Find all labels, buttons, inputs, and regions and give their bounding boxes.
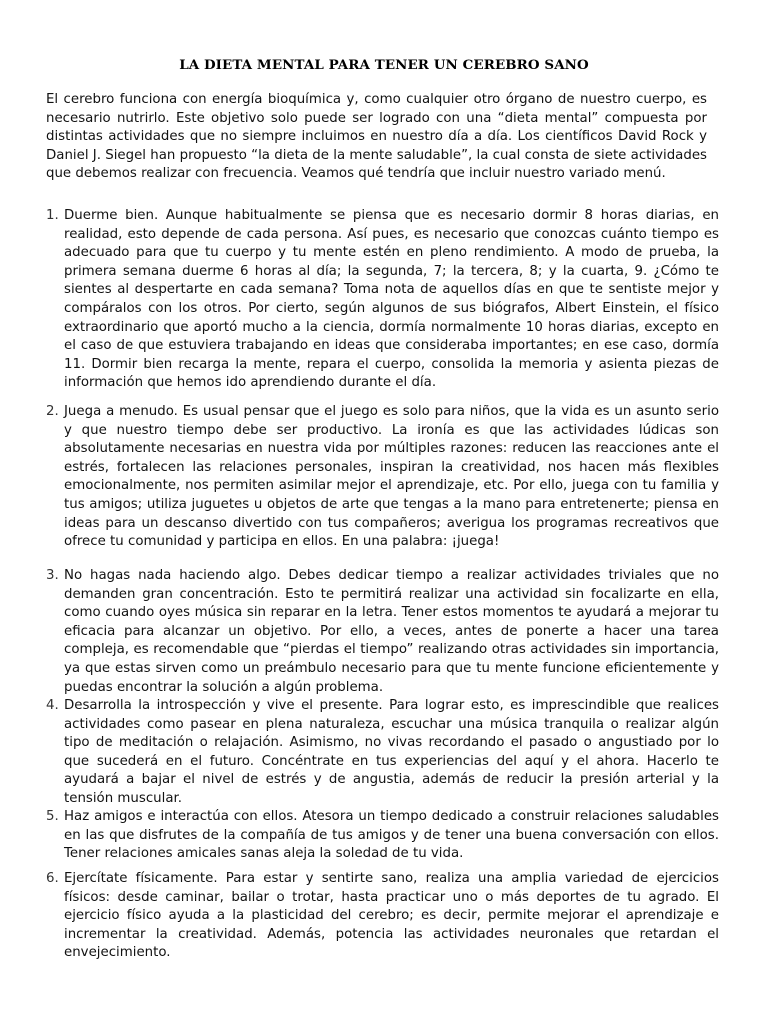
list-item-number: 2.	[46, 404, 59, 419]
list-item-text: Duerme bien. Aunque habitualmente se piensa que es necesario dormir 8 horas diarias, en realidad, esto depende de cada persona. Así pues, es necesario que conozcas cuánto tiempo es adecuado para que tu cuerpo y tu mente estén en pleno rendimiento. A modo de prueba, la primera semana duerme 6 horas al día; la segunda, 7; la tercera, 8; y la cuarta, 9. ¿Cómo te sientes al despertarte en cada semana? Toma nota de aquellos días en que te sentiste mejor y compáralos con los otros. Por cierto, según algunos de sus biógrafos, Albert Einstein, el físico extraordinario que aportó mucho a la ciencia, dormía normalmente 10 horas diarias, excepto en el caso de que estuviera trabajando en ideas que consideraba importantes; en ese caso, dormía 11. Dormir bien recarga la mente, repara el cuerpo, consolida la memoria y asienta piezas de información que hemos ido aprendiendo durante el día.	[64, 208, 719, 391]
list-item-text: No hagas nada haciendo algo. Debes dedicar tiempo a realizar actividades triviales que no demanden gran concentración. Esto te permitirá realizar una actividad sin focalizarte en ella, como cuando oyes música sin reparar en la letra. Tener estos momentos te ayudará a mejorar tu eficacia para alcanzar un objetivo. Por ello, a veces, antes de ponerte a hacer una tarea compleja, es recomendable que “pierdas el tiempo” realizando otras actividades sin importancia, ya que estas sirven como un preámbulo necesario para que tu mente funcione eficientemente y puedas encontrar la solución a algún problema.	[64, 568, 719, 695]
list-item-text: Juega a menudo. Es usual pensar que el juego es solo para niños, que la vida es un asunto serio y que nuestro tiempo debe ser productivo. La ironía es que las actividades lúdicas son absolutamente necesarias en nuestra vida por múltiples razones: reducen las reacciones ante el estrés, fortalecen las relaciones personales, inspiran la creatividad, nos hacen más flexibles emocionalmente, nos permiten asimilar mejor el aprendizaje, etc. Por ello, juega con tu familia y tus amigos; utiliza juguetes u objetos de arte que tengas a la mano para entretenerte; piensa en ideas para un descanso divertido con tus compañeros; averigua los programas recreativos que ofrece tu comunidad y participa en ellos. En una palabra: ¡juega!	[64, 404, 719, 550]
list-item-text: Haz amigos e interactúa con ellos. Atesora un tiempo dedicado a construir relaciones saludables en las que disfrutes de la compañía de tus amigos y de tener una buena conversación con ellos. Tener relaciones amicales sanas aleja la soledad de tu vida.	[64, 809, 719, 862]
list-item-number: 4.	[46, 698, 59, 713]
list-item-number: 3.	[46, 568, 59, 583]
list-item-text: Ejercítate físicamente. Para estar y sentirte sano, realiza una amplia variedad de ejercicios físicos: desde caminar, bailar o trotar, hasta practicar uno o más deportes de tu agrado. El ejercicio físico ayuda a la plasticidad del cerebro; es decir, permite mejorar el aprendizaje e incrementar la creatividad. Además, potencia las actividades neuronales que retardan el envejecimiento.	[64, 871, 719, 961]
intro-paragraph: El cerebro funciona con energía bioquímica y, como cualquier otro órgano de nuestro cuerpo, es necesario nutrirlo. Este objetivo solo puede ser logrado con una “dieta mental” compuesta por distintas actividades que no siempre incluimos en nuestro día a día. Los científicos David Rock y Daniel J. Siegel han propuesto “la dieta de la mente saludable”, la cual consta de siete actividades que debemos realizar con frecuencia. Veamos qué tendría que incluir nuestro variado menú.	[46, 92, 707, 182]
list-item-number: 6.	[46, 871, 59, 886]
list-item-number: 5.	[46, 809, 59, 824]
list-item-text: Desarrolla la introspección y vive el presente. Para lograr esto, es imprescindible que realices actividades como pasear en plena naturaleza, escuchar una música tranquila o realizar algún tipo de meditación o relajación. Asimismo, no vivas recordando el pasado o angustiado por lo que sucederá en el futuro. Concéntrate en tus experiencias del aquí y el ahora. Hacerlo te ayudará a bajar el nivel de estrés y de angustia, además de reducir la presión arterial y la tensión muscular.	[64, 698, 719, 806]
document-title: LA DIETA MENTAL PARA TENER UN CEREBRO SANO	[179, 57, 589, 73]
list-item-number: 1.	[46, 208, 59, 223]
